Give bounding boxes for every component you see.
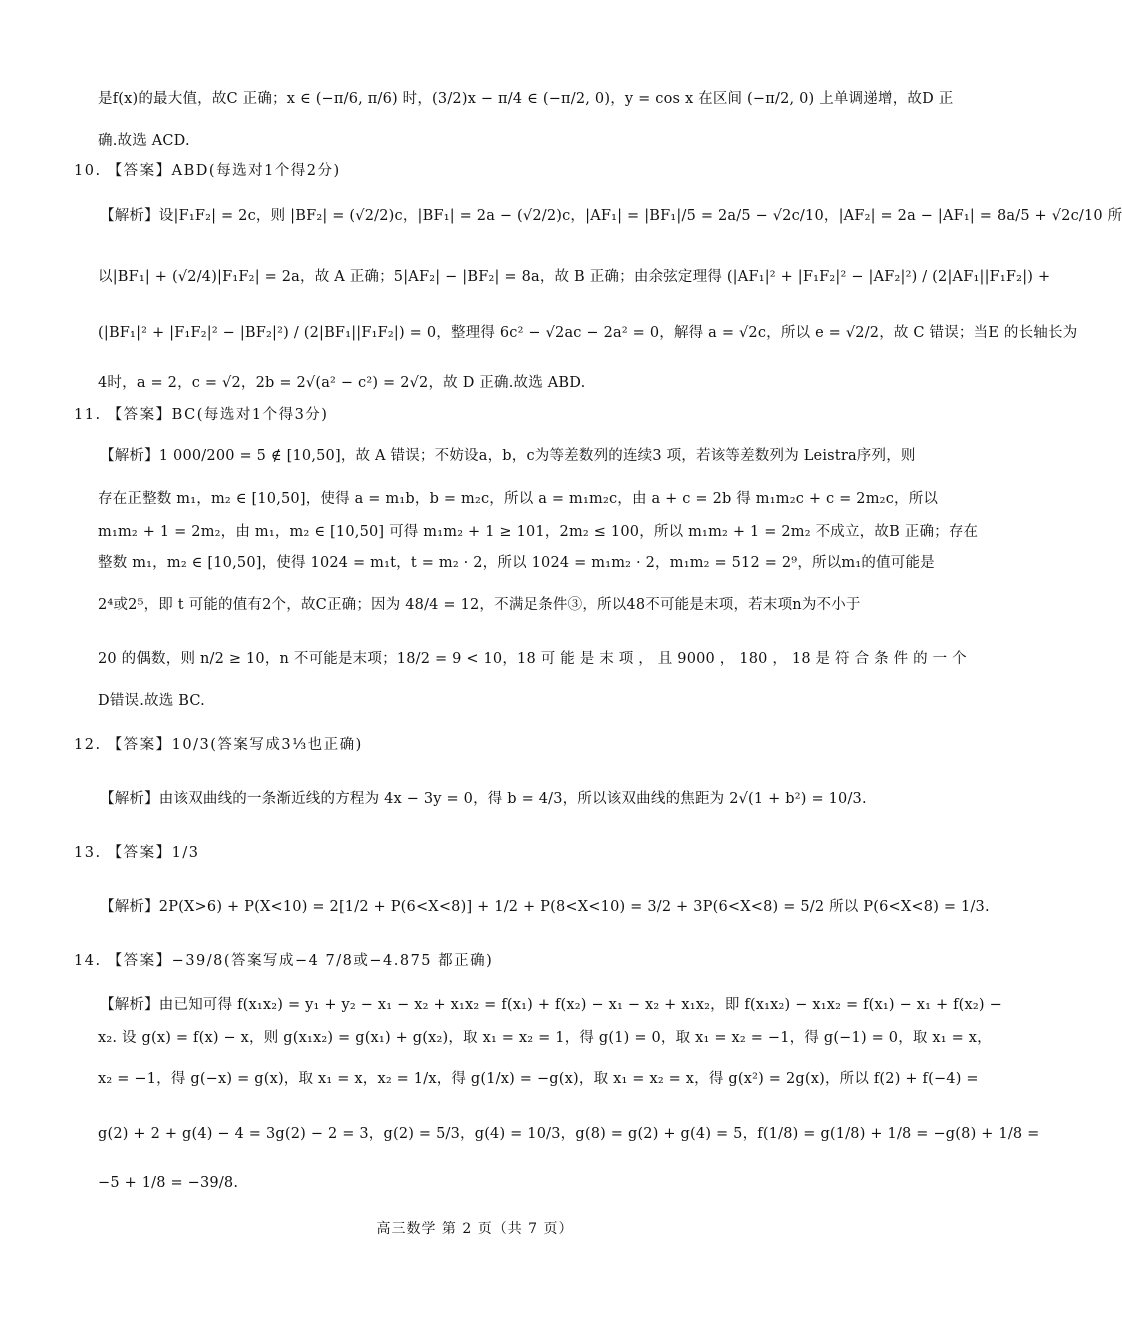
solution-text-line: x₂ = −1，得 g(−x) = g(x)，取 x₁ = x，x₂ = 1/x，得 g(1/x) = −g(x)，取 x₁ = x₂ = x，得 g(x²) = 2g(x)，所以 f(2) + f(−4) = — [98, 1071, 979, 1087]
solution-text-line: g(2) + 2 + g(4) − 4 = 3g(2) − 2 = 3，g(2) = 5/3，g(4) = 10/3，g(8) = g(2) + g(4) = 5，f(1/8) = g(1/8) + 1/8 = −g(8) + 1/8 = — [98, 1126, 1040, 1142]
solution-text-line: D错误.故选 BC. — [98, 693, 205, 709]
solution-text-line: x₂. 设 g(x) = f(x) − x，则 g(x₁x₂) = g(x₁) + g(x₂)，取 x₁ = x₂ = 1，得 g(1) = 0，取 x₁ = x₂ = −1，得 g(−1) = 0，取 x₁ = x， — [98, 1030, 992, 1046]
solution-text-line: 4时，a = 2，c = √2，2b = 2√(a² − c²) = 2√2，故 D 正确.故选 ABD. — [98, 375, 586, 391]
solution-text-line: 2⁴或2⁵，即 t 可能的值有2个，故C正确；因为 48/4 = 12，不满足条件③，所以48不可能是末项，若末项n为不小于 — [98, 597, 861, 613]
page-footer: 高三数学 第 2 页（共 7 页） — [376, 1221, 574, 1237]
solution-text-line: 确.故选 ACD. — [98, 133, 190, 149]
solution-text-line: 【解析】由该双曲线的一条渐近线的方程为 4x − 3y = 0，得 b = 4/3，所以该双曲线的焦距为 2√(1 + b²) = 10/3. — [100, 791, 867, 807]
solution-text-line: m₁m₂ + 1 = 2m₂，由 m₁，m₂ ∈ [10,50] 可得 m₁m₂ + 1 ≥ 101，2m₂ ≤ 100，所以 m₁m₂ + 1 = 2m₂ 不成立，故B 正确；存在 — [98, 524, 979, 540]
solution-text-line: 存在正整数 m₁，m₂ ∈ [10,50]，使得 a = m₁b，b = m₂c，所以 a = m₁m₂c，由 a + c = 2b 得 m₁m₂c + c = 2m₂c，所以 — [98, 491, 939, 507]
question-answer-heading: 10. 【答案】ABD(每选对1个得2分) — [74, 163, 341, 179]
solution-text-line: 整数 m₁，m₂ ∈ [10,50]，使得 1024 = m₁t，t = m₂ · 2，所以 1024 = m₁m₂ · 2，m₁m₂ = 512 = 2⁹，所以m₁的值可能是 — [98, 555, 935, 571]
question-answer-heading: 11. 【答案】BC(每选对1个得3分) — [74, 407, 329, 423]
solution-text-line: 是f(x)的最大值，故C 正确；x ∈ (−π/6, π/6) 时，(3/2)x − π/4 ∈ (−π/2, 0)，y = cos x 在区间 (−π/2, 0) 上单调递增，故D 正 — [98, 91, 954, 107]
question-answer-heading: 12. 【答案】10/3(答案写成3⅓也正确) — [74, 737, 363, 753]
solution-text-line: (|BF₁|² + |F₁F₂|² − |BF₂|²) / (2|BF₁||F₁F₂|) = 0，整理得 6c² − √2ac − 2a² = 0，解得 a = √2c，所以 e = √2/2，故 C 错误；当E 的长轴长为 — [98, 325, 1078, 341]
solution-text-line: 【解析】2P(X>6) + P(X<10) = 2[1/2 + P(6<X<8)] + 1/2 + P(8<X<10) = 3/2 + 3P(6<X<8) = 5/2 所以 P(6<X<8) = 1/3. — [100, 899, 990, 915]
solution-text-line: 20 的偶数，则 n/2 ≥ 10，n 不可能是末项；18/2 = 9 < 10，18 可 能 是 末 项 ， 且 9000 ， 180 ， 18 是 符 合 条 件 的 一 个 — [98, 651, 967, 667]
question-answer-heading: 13. 【答案】1/3 — [74, 845, 200, 861]
solution-text-line: 【解析】1 000/200 = 5 ∉ [10,50]，故 A 错误；不妨设a，b，c为等差数列的连续3 项，若该等差数列为 Leistra序列，则 — [100, 448, 916, 464]
question-answer-heading: 14. 【答案】−39/8(答案写成−4 7/8或−4.875 都正确) — [74, 953, 494, 969]
solution-text-line: 【解析】由已知可得 f(x₁x₂) = y₁ + y₂ − x₁ − x₂ + x₁x₂ = f(x₁) + f(x₂) − x₁ − x₂ + x₁x₂，即 f(x₁x₂) − x₁x₂ = f(x₁) − x₁ + f(x₂) − — [100, 997, 1002, 1013]
solution-text-line: −5 + 1/8 = −39/8. — [98, 1175, 239, 1191]
solution-text-line: 以|BF₁| + (√2/4)|F₁F₂| = 2a，故 A 正确；5|AF₂| − |BF₂| = 8a，故 B 正确；由余弦定理得 (|AF₁|² + |F₁F₂|² − |AF₂|²) / (2|AF₁||F₁F₂|) + — [98, 269, 1051, 285]
solution-text-line: 【解析】设|F₁F₂| = 2c，则 |BF₂| = (√2/2)c，|BF₁| = 2a − (√2/2)c，|AF₁| = |BF₁|/5 = 2a/5 − √2c/10，|AF₂| = 2a − |AF₁| = 8a/5 + √2c/10 所 — [100, 208, 1122, 224]
